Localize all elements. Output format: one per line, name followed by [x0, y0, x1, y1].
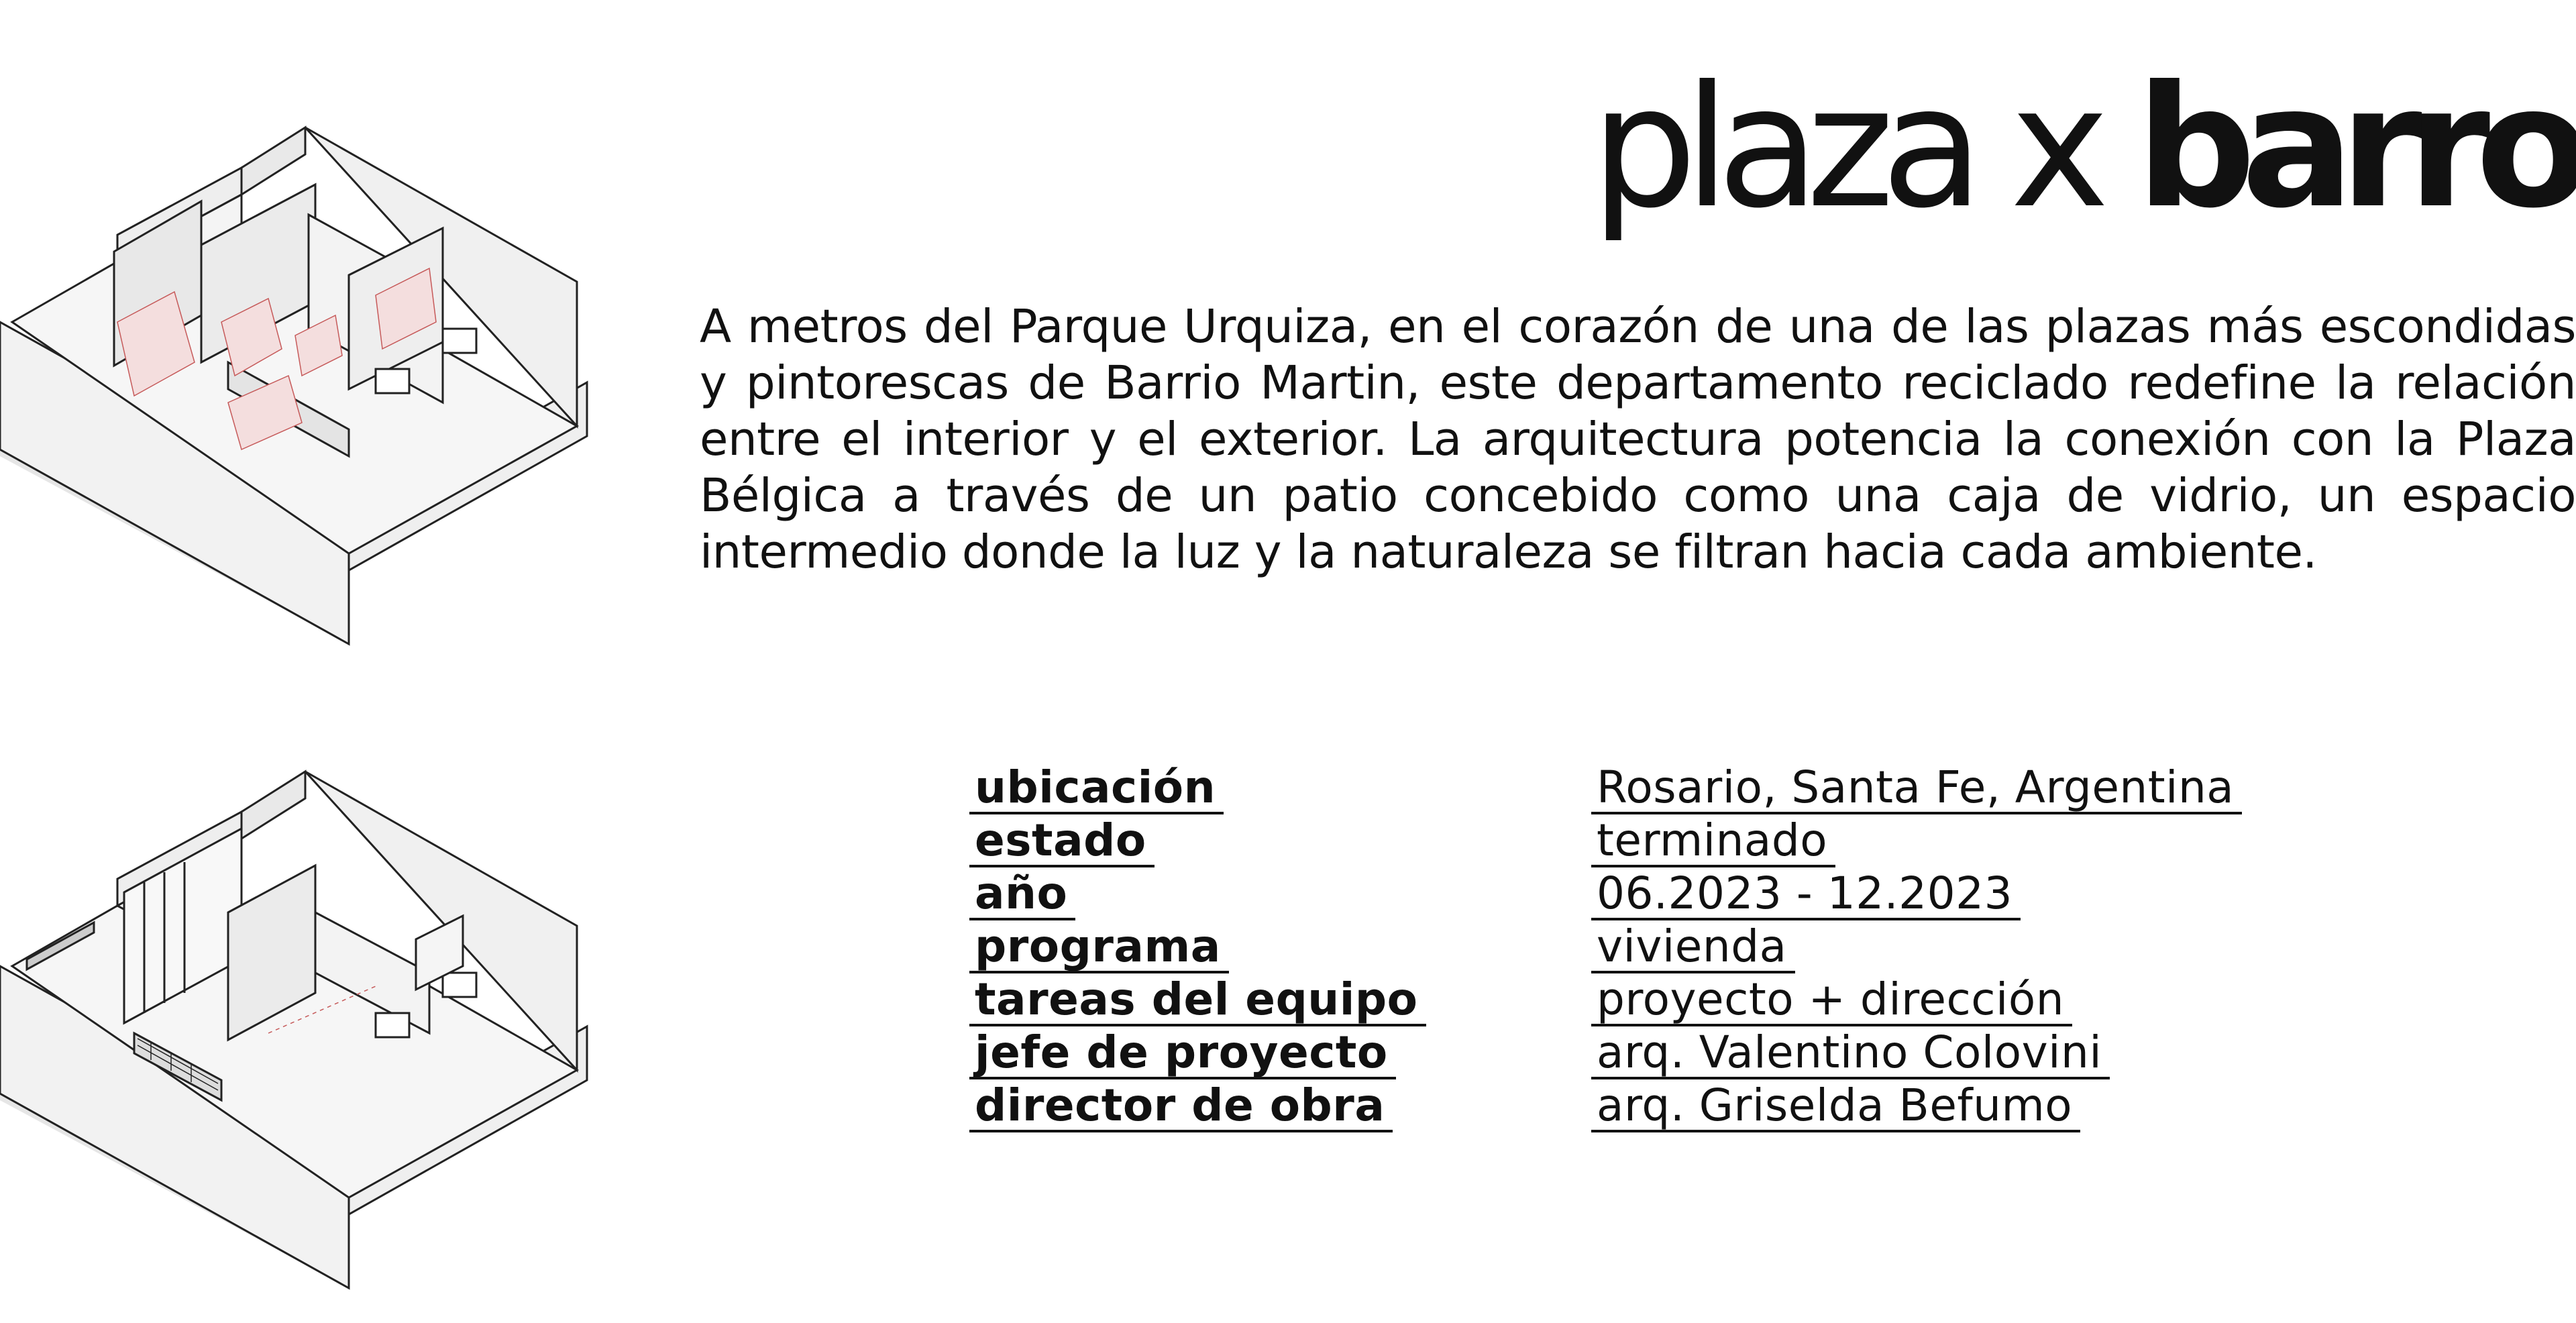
spec-value-text: terminado — [1591, 816, 1835, 867]
spec-label — [969, 869, 1591, 920]
spec-value — [1591, 816, 1835, 867]
spec-row-ano — [969, 867, 2242, 920]
spec-label-text: tareas del equipo — [969, 975, 1426, 1026]
spec-value-text: arq. Griselda Befumo — [1591, 1081, 2080, 1132]
spec-label — [969, 975, 1591, 1026]
spec-value — [1591, 922, 1795, 973]
spec-value-text: 06.2023 - 12.2023 — [1591, 869, 2021, 920]
project-title — [1591, 50, 2576, 245]
spec-value — [1591, 869, 2021, 920]
spec-label-text: programa — [969, 922, 1229, 973]
spec-label — [969, 922, 1591, 973]
spec-value-text: arq. Valentino Colovini — [1591, 1028, 2110, 1079]
spec-label-text: estado — [969, 816, 1155, 867]
project-specs-table — [969, 761, 2242, 1132]
spec-value-text: proyecto + dirección — [1591, 975, 2072, 1026]
spec-row-programa — [969, 920, 2242, 973]
axonometric-drawing-proposal — [0, 765, 604, 1302]
spec-value-text: vivienda — [1591, 922, 1795, 973]
spec-label — [969, 1028, 1591, 1079]
spec-label-text: jefe de proyecto — [969, 1028, 1396, 1079]
spec-value-text: Rosario, Santa Fe, Argentina — [1591, 763, 2242, 814]
axonometric-drawing-existing — [0, 121, 604, 657]
spec-label-text: año — [969, 869, 1075, 920]
spec-value — [1591, 763, 2242, 814]
spec-row-director — [969, 1079, 2242, 1132]
spec-value — [1591, 975, 2072, 1026]
spec-label — [969, 763, 1591, 814]
spec-row-tareas — [969, 973, 2242, 1026]
spec-value — [1591, 1028, 2110, 1079]
project-description: A metros del Parque Urquiza, en el corazón de una de las plazas más escondidas y pintorescas de Barrio Martin, este departamento reciclado redefine la relación entre el interior y el exterior. La arquitectura potencia la conexión con la Plaza Bélgica a través de un patio concebido como una caja de vidrio, un espacio intermedio donde la luz y la naturaleza se filtran hacia cada ambiente. — [700, 300, 2576, 579]
spec-label — [969, 816, 1591, 867]
spec-row-jefe — [969, 1026, 2242, 1079]
spec-row-estado — [969, 814, 2242, 867]
spec-label-text: director de obra — [969, 1081, 1393, 1132]
spec-value — [1591, 1081, 2080, 1132]
spec-row-ubicacion — [969, 761, 2242, 814]
spec-label — [969, 1081, 1591, 1132]
project-title-bold: barro — [2136, 50, 2576, 245]
project-title-light: plaza x — [1591, 50, 2136, 245]
spec-label-text: ubicación — [969, 763, 1224, 814]
